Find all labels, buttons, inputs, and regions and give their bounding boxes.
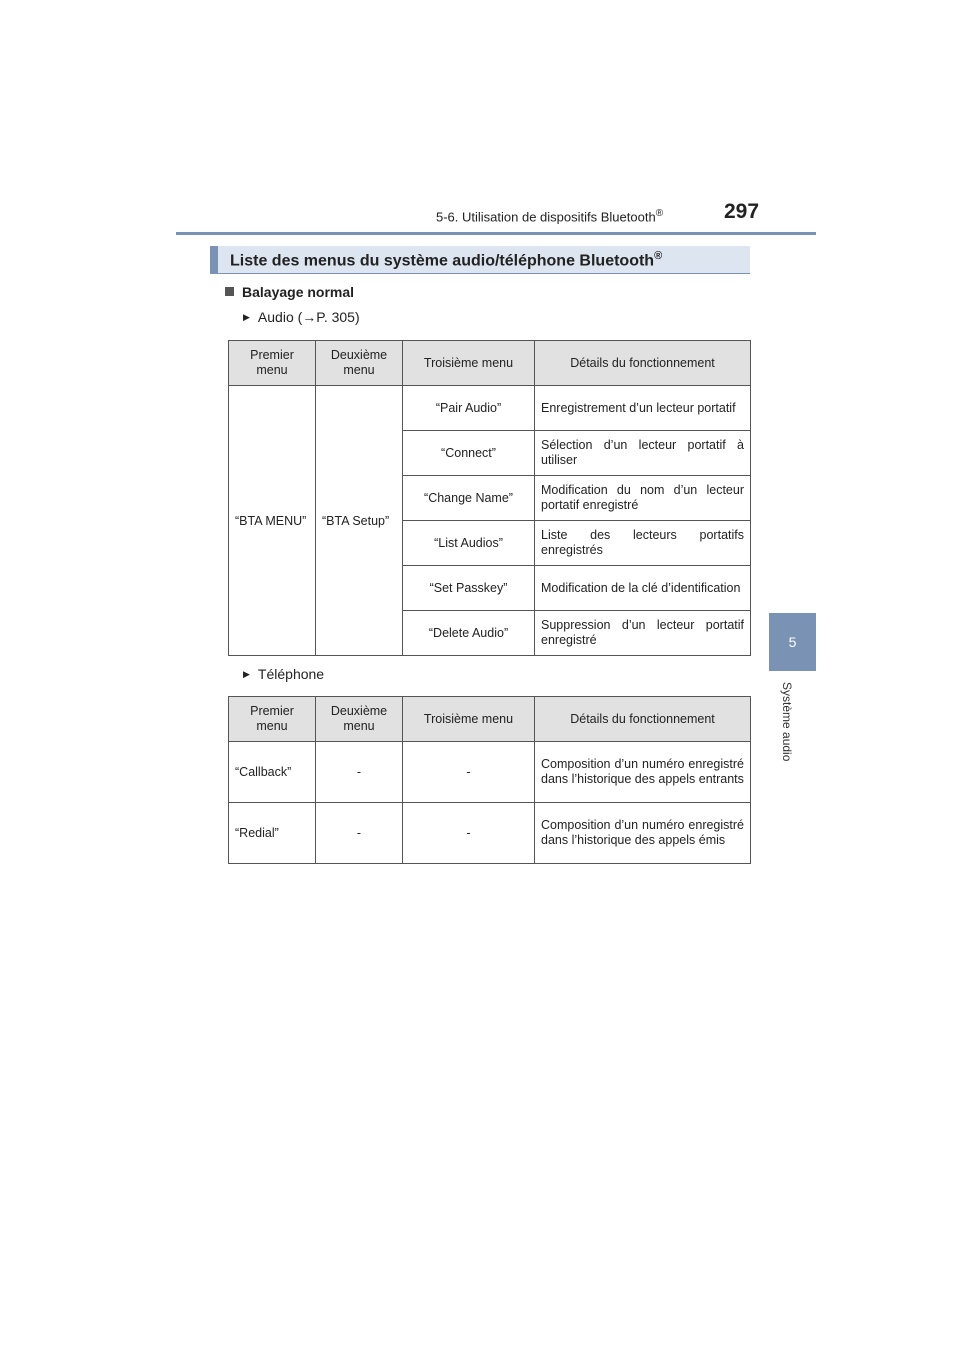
header-first-menu: Premier menu [229, 697, 316, 742]
detail-cell: Sélection d’un lecteur portatif à utiliser [535, 431, 751, 476]
header-third-menu: Troisième menu [403, 341, 535, 386]
first-menu-cell: “Callback” [229, 742, 316, 803]
detail-cell: Composition d’un numéro enregistré dans l’historique des appels émis [535, 803, 751, 864]
second-menu-cell: - [316, 742, 403, 803]
audio-bullet: ▶ Audio (→P. 305) [243, 309, 360, 325]
phone-menu-table [228, 696, 751, 864]
third-menu-cell: “Change Name” [403, 476, 535, 521]
header-second-menu: Deuxième menu [316, 697, 403, 742]
header-details: Détails du fonctionnement [535, 697, 751, 742]
first-menu-cell: “Redial” [229, 803, 316, 864]
header-first-menu: Premier menu [229, 341, 316, 386]
second-menu-cell: “BTA Setup” [316, 386, 403, 656]
third-menu-cell: - [403, 803, 535, 864]
second-menu-cell: - [316, 803, 403, 864]
section-title-bar [210, 246, 750, 274]
section-title: Liste des menus du système audio/téléphone Bluetooth® [230, 250, 663, 270]
detail-cell: Modification de la clé d’identification [535, 566, 751, 611]
chapter-number: 5 [788, 634, 797, 650]
detail-cell: Modification du nom d’un lecteur portatif enregistré [535, 476, 751, 521]
chapter-label: Système audio [780, 682, 794, 762]
third-menu-cell: “Connect” [403, 431, 535, 476]
chapter-tab [769, 613, 816, 671]
third-menu-cell: - [403, 742, 535, 803]
third-menu-cell: “Pair Audio” [403, 386, 535, 431]
first-menu-cell: “BTA MENU” [229, 386, 316, 656]
header-second-menu: Deuxième menu [316, 341, 403, 386]
detail-cell: Suppression d’un lecteur portatif enregistré [535, 611, 751, 656]
square-bullet-icon [225, 287, 234, 296]
triangle-bullet-icon: ▶ [243, 312, 250, 322]
page-number: 297 [724, 200, 760, 223]
detail-cell: Composition d’un numéro enregistré dans l’historique des appels entrants [535, 742, 751, 803]
third-menu-cell: “Delete Audio” [403, 611, 535, 656]
header-details: Détails du fonctionnement [535, 341, 751, 386]
detail-cell: Liste des lecteurs portatifs enregistrés [535, 521, 751, 566]
header-third-menu: Troisième menu [403, 697, 535, 742]
running-header: 5-6. Utilisation de dispositifs Bluetooth® [436, 208, 664, 225]
triangle-bullet-icon: ▶ [243, 669, 250, 679]
audio-menu-table [228, 340, 751, 656]
detail-cell: Enregistrement d’un lecteur portatif [535, 386, 751, 431]
third-menu-cell: “List Audios” [403, 521, 535, 566]
header-rule [176, 232, 816, 235]
subheading: Balayage normal [225, 284, 354, 300]
third-menu-cell: “Set Passkey” [403, 566, 535, 611]
phone-bullet: ▶ Téléphone [243, 666, 325, 682]
